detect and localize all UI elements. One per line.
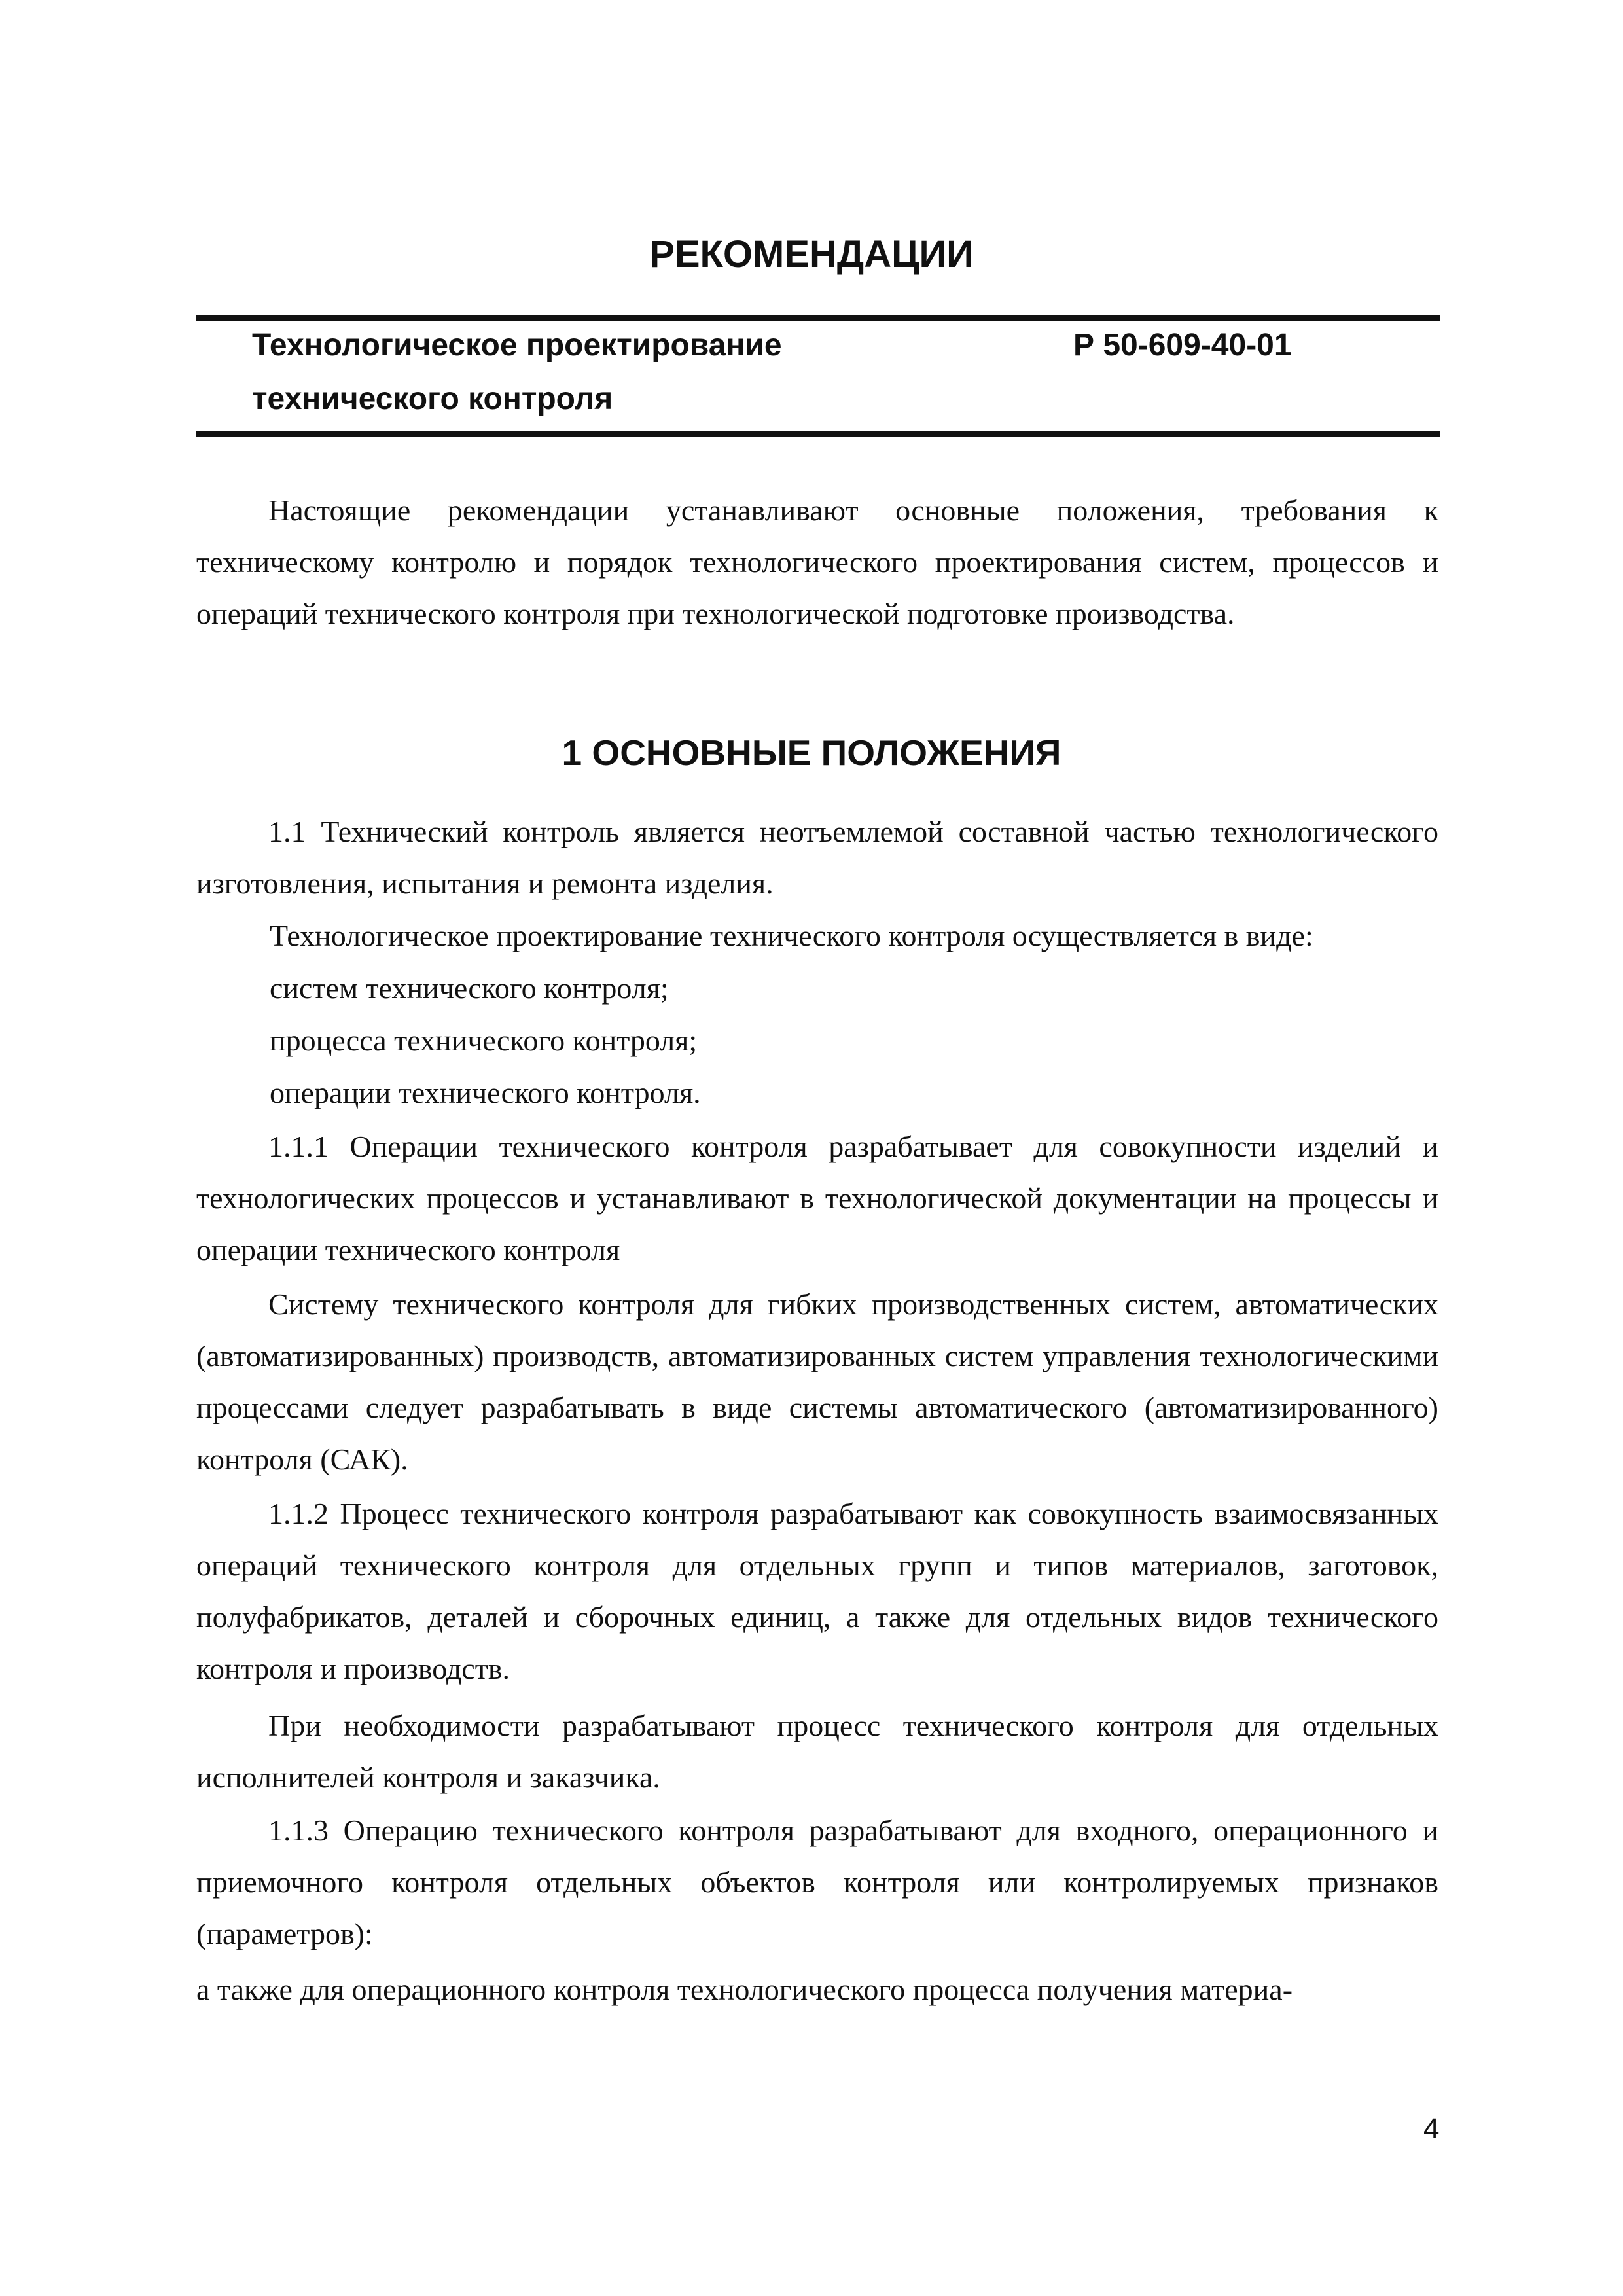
- section-heading: 1 ОСНОВНЫЕ ПОЛОЖЕНИЯ: [562, 732, 1061, 773]
- form-item-operation: операции технического контроля.: [270, 1076, 701, 1109]
- paragraph-1-1: 1.1 Технический контроль является неотъемлемой составной частью технологического изготовления, испытания и ремонта изделия.: [196, 815, 1438, 900]
- header-subject-line-1: Технологическое проектирование: [252, 328, 782, 363]
- paragraph-last-line: а также для операционного контроля технологического процесса получения материа-: [196, 1973, 1293, 2006]
- header-subject-line-2: технического контроля: [252, 382, 613, 416]
- paragraph-1-1-1: 1.1.1 Операции технического контроля разрабатывает для совокупности изделий и технологических процессов и устанавливают в технологической документации на процессы и операции технического контроля: [196, 1130, 1438, 1266]
- document-title: РЕКОМЕНДАЦИИ: [649, 233, 974, 276]
- paragraph-need: При необходимости разрабатывают процесс технического контроля для отдельных исполнителей контроля и заказчика.: [196, 1709, 1438, 1794]
- paragraph-1-1-2: 1.1.2 Процесс технического контроля разрабатывают как совокупность взаимосвязанных операций технического контроля для отдельных групп и типов материалов, заготовок, полуфабрикатов, деталей и сборочных единиц, а также для отдельных видов технического контроля и производств.: [196, 1497, 1438, 1685]
- document-code: Р 50-609-40-01: [1073, 328, 1292, 363]
- form-item-systems: систем технического контроля;: [270, 971, 669, 1005]
- page-number: 4: [1423, 2113, 1440, 2145]
- forms-intro: Технологическое проектирование технического контроля осуществляется в виде:: [270, 919, 1313, 952]
- paragraph-1-1-3: 1.1.3 Операцию технического контроля разрабатывают для входного, операционного и приемочного контроля отдельных объектов контроля или контролируемых признаков (параметров):: [196, 1814, 1438, 1950]
- form-item-process: процесса технического контроля;: [270, 1024, 698, 1057]
- header-rule-bottom: [196, 431, 1440, 437]
- header-rule-top: [196, 315, 1440, 321]
- paragraph-system: Систему технического контроля для гибких производственных систем, автоматических (автоматизированных) производств, автоматизированных систем управления технологическими процессами следует разрабатывать в виде системы автоматического (автоматизированного) контроля (САК).: [196, 1287, 1438, 1476]
- intro-paragraph: Настоящие рекомендации устанавливают основные положения, требования к техническому контролю и порядок технологического проектирования систем, процессов и операций технического контроля при технологической подготовке производства.: [196, 493, 1438, 630]
